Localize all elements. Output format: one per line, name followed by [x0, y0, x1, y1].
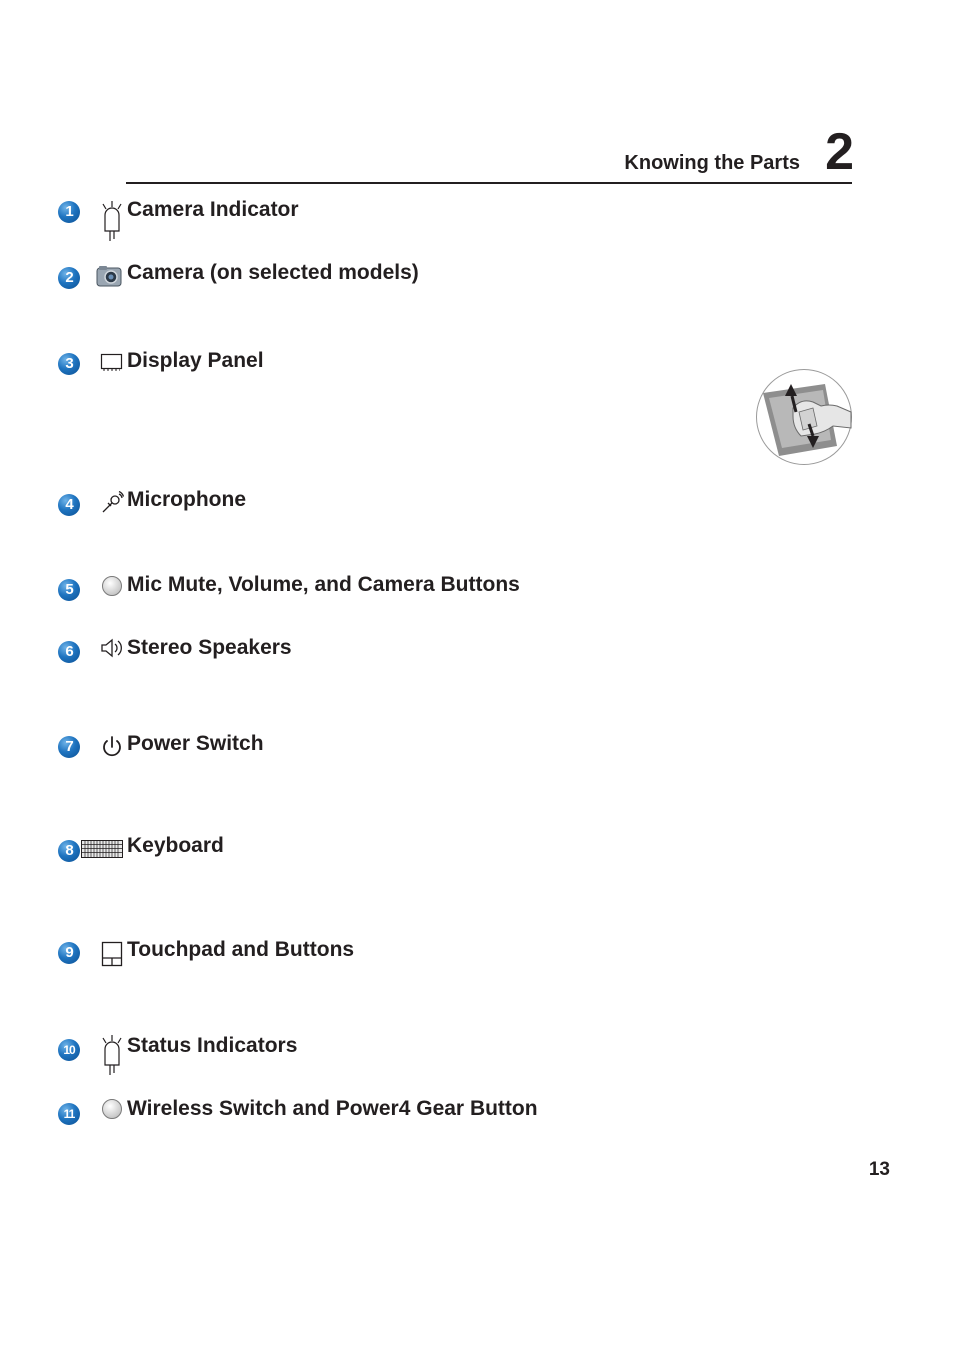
- item-number-badge: 5: [58, 579, 80, 601]
- chapter-title: Knowing the Parts: [624, 152, 800, 174]
- led-indicator-icon: [100, 201, 124, 245]
- item-label: Display Panel: [127, 349, 264, 372]
- item-label: Camera Indicator: [127, 198, 299, 221]
- item-label: Power Switch: [127, 732, 264, 755]
- item-label: Touchpad and Buttons: [127, 938, 355, 961]
- keyboard-icon: [81, 840, 123, 858]
- chapter-number: 2: [825, 123, 854, 181]
- item-label: Microphone: [127, 488, 246, 511]
- list-item-power-switch: [0, 731, 954, 771]
- item-number-badge: 3: [58, 353, 80, 375]
- item-label: Mic Mute, Volume, and Camera Buttons: [127, 573, 520, 596]
- list-item-mic-mute-volume-camera-buttons: [0, 572, 954, 612]
- touchpad-icon: [101, 941, 123, 967]
- item-number-badge: 2: [58, 267, 80, 289]
- list-item-microphone: [0, 487, 954, 527]
- list-item-status-indicators: [0, 1033, 954, 1073]
- item-label: Stereo Speakers: [127, 636, 292, 659]
- speaker-icon: [100, 637, 124, 659]
- list-item-stereo-speakers: [0, 635, 954, 675]
- display-panel-icon: [100, 353, 124, 371]
- power-icon: [100, 735, 124, 759]
- list-item-keyboard: [0, 833, 954, 873]
- item-number-badge: 1: [58, 201, 80, 223]
- item-label: Keyboard: [127, 834, 224, 857]
- page-number: 13: [868, 1159, 890, 1180]
- item-number-badge: 4: [58, 494, 80, 516]
- header-divider: [126, 182, 852, 184]
- item-label: Status Indicators: [127, 1034, 298, 1057]
- round-button-icon: [101, 1098, 123, 1120]
- item-number-badge: 7: [58, 736, 80, 758]
- item-number-badge: 10: [58, 1039, 80, 1061]
- item-number-badge: 8: [58, 840, 80, 862]
- camera-icon: [96, 264, 124, 288]
- led-indicator-icon: [100, 1035, 124, 1079]
- list-item-camera-indicator: [0, 197, 954, 237]
- cleaning-display-illustration: [755, 368, 853, 466]
- item-number-badge: 6: [58, 641, 80, 663]
- item-number-badge: 9: [58, 942, 80, 964]
- item-label: Camera (on selected models): [127, 261, 419, 284]
- item-number-badge: 11: [58, 1103, 80, 1125]
- list-item-touchpad-and-buttons: [0, 937, 954, 977]
- item-label: Wireless Switch and Power4 Gear Button: [127, 1097, 538, 1120]
- list-item-camera: [0, 260, 954, 300]
- round-button-icon: [101, 575, 123, 597]
- microphone-icon: [100, 491, 124, 515]
- list-item-wireless-switch-power4-gear-button: [0, 1096, 954, 1136]
